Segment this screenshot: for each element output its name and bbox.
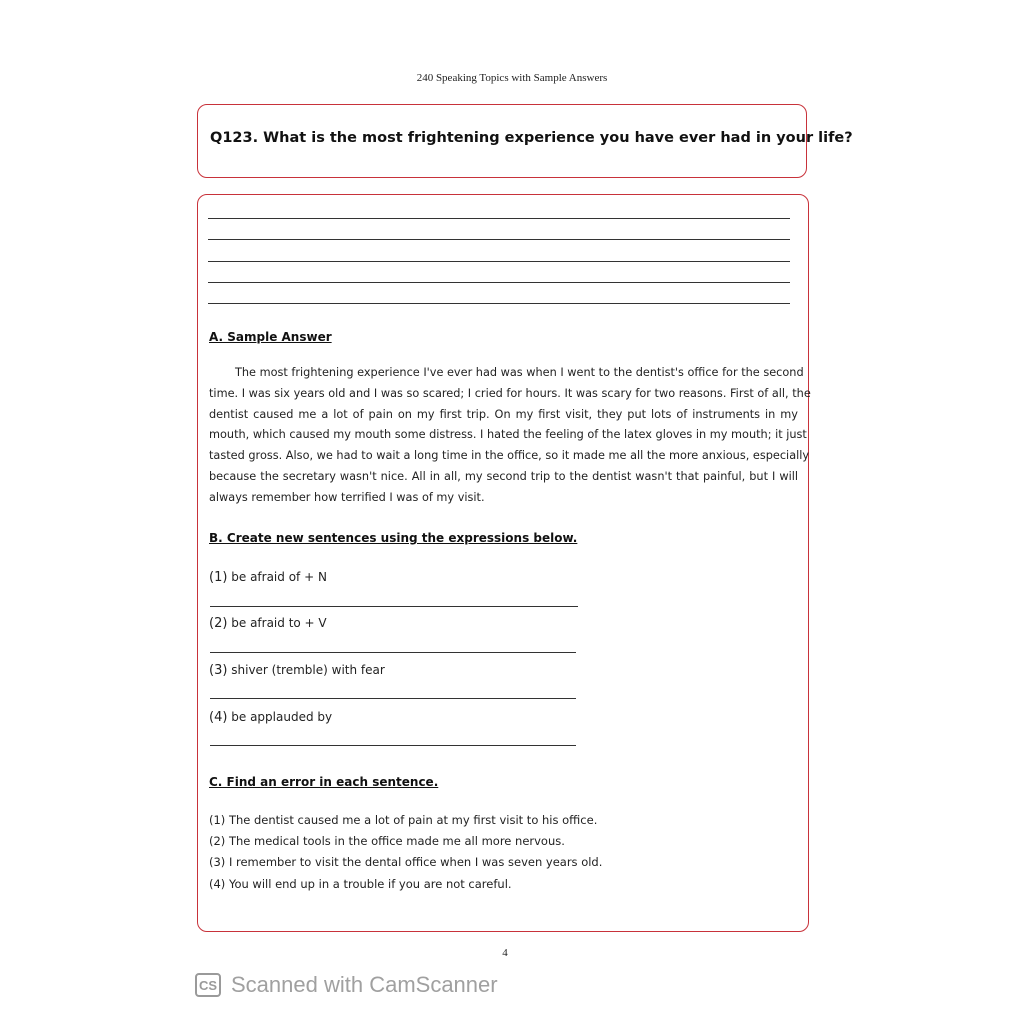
paragraph-line: time. I was six years old and I was so scared; I cried for hours. It was scary for two reasons. First of all, the bbox=[209, 386, 811, 400]
error-sentence: (1) The dentist caused me a lot of pain at my first visit to his office. bbox=[209, 813, 598, 827]
answer-line bbox=[210, 698, 576, 699]
paragraph-line: The most frightening experience I've ever had was when I went to the dentist's office for the second bbox=[235, 366, 804, 379]
expression-item bbox=[209, 663, 385, 678]
expression-text: shiver (tremble) with fear bbox=[231, 663, 385, 677]
paragraph-line: dentist caused me a lot of pain on my first trip. On my first visit, they put lots of instruments in my bbox=[209, 407, 798, 421]
question-box bbox=[197, 104, 853, 178]
running-header: 240 Speaking Topics with Sample Answers bbox=[416, 72, 608, 84]
question-title: Q123. What is the most frightening experience you have ever had in your life? bbox=[210, 130, 853, 146]
answer-line bbox=[210, 745, 576, 746]
expression-text: be applauded by bbox=[231, 710, 333, 724]
watermark-text: Scanned with CamScanner bbox=[231, 972, 498, 997]
blank-writing-line bbox=[208, 218, 790, 219]
page-number: 4 bbox=[502, 947, 508, 959]
answer-line bbox=[210, 652, 576, 653]
paragraph-line: because the secretary wasn't nice. All in all, my second trip to the dentist wasn't that painful, but I will bbox=[209, 469, 798, 483]
paragraph-line: always remember how terrified I was of my visit. bbox=[209, 490, 485, 504]
error-sentence: (4) You will end up in a trouble if you are not careful. bbox=[209, 877, 512, 891]
expression-item bbox=[209, 616, 327, 631]
expression-number: (4) bbox=[209, 710, 228, 725]
expression-text: be afraid of + N bbox=[231, 570, 327, 584]
answer-line bbox=[210, 606, 578, 607]
paragraph-line: tasted gross. Also, we had to wait a long time in the office, so it made me all the more anxious, especially bbox=[209, 449, 810, 463]
section-a-title: A. Sample Answer bbox=[209, 330, 332, 344]
expression-item bbox=[209, 570, 327, 585]
camscanner-watermark bbox=[195, 970, 498, 1000]
blank-writing-line bbox=[208, 261, 790, 262]
section-b-title: B. Create new sentences using the expressions below. bbox=[209, 531, 578, 545]
sample-answer-paragraph bbox=[209, 363, 811, 509]
expression-number: (1) bbox=[209, 570, 228, 585]
expression-number: (3) bbox=[209, 663, 228, 678]
error-sentence: (2) The medical tools in the office made me all more nervous. bbox=[209, 834, 565, 848]
answer-box bbox=[197, 194, 809, 932]
camscanner-logo-icon: CS bbox=[195, 973, 221, 997]
blank-writing-line bbox=[208, 282, 790, 283]
error-sentence: (3) I remember to visit the dental office when I was seven years old. bbox=[209, 855, 603, 869]
section-c-title: C. Find an error in each sentence. bbox=[209, 775, 439, 789]
blank-writing-line bbox=[208, 239, 790, 240]
expression-item bbox=[209, 710, 332, 725]
blank-writing-line bbox=[208, 303, 790, 304]
expression-text: be afraid to + V bbox=[231, 616, 327, 630]
paragraph-line: mouth, which caused my mouth some distress. I hated the feeling of the latex gloves in my mouth; it just bbox=[209, 428, 807, 442]
expression-number: (2) bbox=[209, 616, 228, 631]
